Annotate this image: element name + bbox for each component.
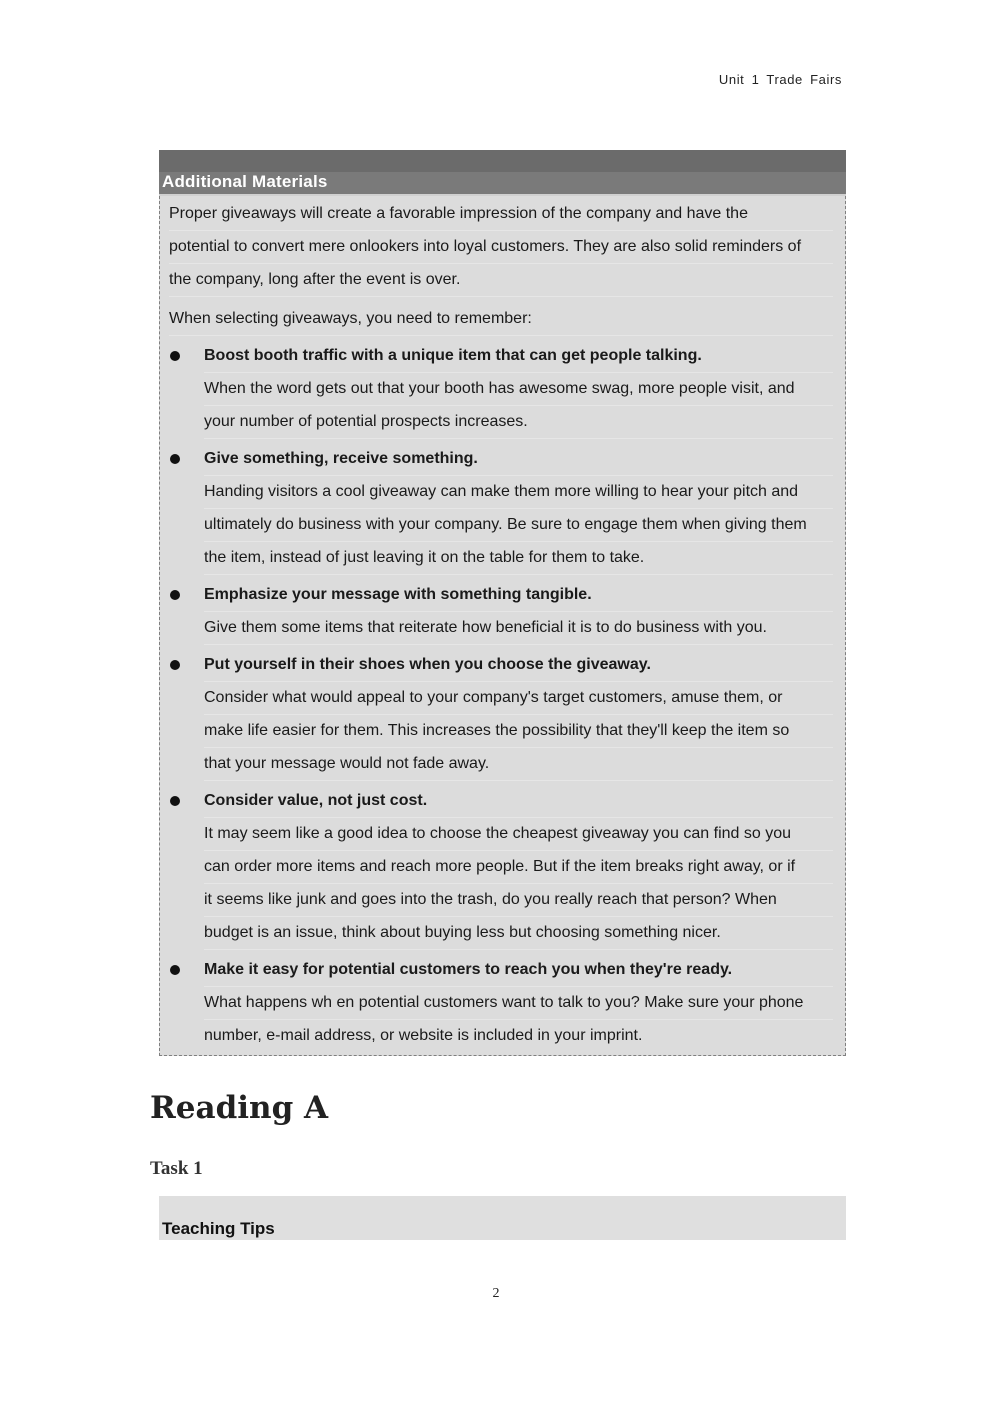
list-item-line: It may seem like a good idea to choose the cheapest giveaway you can find so you bbox=[204, 818, 833, 851]
list-item-line: your number of potential prospects increases. bbox=[204, 406, 833, 439]
additional-materials-title: Additional Materials bbox=[162, 172, 328, 191]
list-item-title: Give something, receive something. bbox=[204, 443, 833, 476]
list-item-line: can order more items and reach more people. But if the item breaks right away, or if bbox=[204, 851, 833, 884]
list-item bbox=[169, 954, 833, 1052]
additional-materials-body bbox=[159, 196, 846, 1056]
list-item-line: Handing visitors a cool giveaway can make them more willing to hear your pitch and bbox=[204, 476, 833, 509]
intro-line: potential to convert mere onlookers into loyal customers. They are also solid reminders of bbox=[169, 231, 833, 264]
list-item-title: Consider value, not just cost. bbox=[204, 785, 833, 818]
list-item bbox=[169, 443, 833, 575]
additional-materials-header bbox=[159, 150, 846, 196]
bullet-icon bbox=[170, 796, 180, 806]
list-item-line: ultimately do business with your company. Be sure to engage them when giving them bbox=[204, 509, 833, 542]
bullet-icon bbox=[170, 660, 180, 670]
bullet-icon bbox=[170, 351, 180, 361]
list-item-line: Consider what would appeal to your company's target customers, amuse them, or bbox=[204, 682, 833, 715]
list-item-line: When the word gets out that your booth has awesome swag, more people visit, and bbox=[204, 373, 833, 406]
bullet-icon bbox=[170, 590, 180, 600]
list-item-title: Make it easy for potential customers to reach you when they're ready. bbox=[204, 954, 833, 987]
intro-paragraph bbox=[169, 198, 833, 297]
list-item bbox=[169, 785, 833, 950]
intro-line: the company, long after the event is over. bbox=[169, 264, 833, 297]
list-item-title: Put yourself in their shoes when you choose the giveaway. bbox=[204, 649, 833, 682]
list-item bbox=[169, 579, 833, 645]
list-item-line: that your message would not fade away. bbox=[204, 748, 833, 781]
list-item-line: it seems like junk and goes into the trash, do you really reach that person? When bbox=[204, 884, 833, 917]
list-item-line: number, e-mail address, or website is included in your imprint. bbox=[204, 1027, 643, 1044]
bullet-icon bbox=[170, 454, 180, 464]
list-item-line: What happens wh en potential customers want to talk to you? Make sure your phone bbox=[204, 987, 833, 1020]
list-item-title: Emphasize your message with something tangible. bbox=[204, 579, 833, 612]
list-item bbox=[169, 649, 833, 781]
list-item-title: Boost booth traffic with a unique item that can get people talking. bbox=[204, 340, 833, 373]
section-title: Reading A bbox=[150, 1090, 329, 1126]
additional-materials-box bbox=[159, 150, 846, 1056]
intro-line: Proper giveaways will create a favorable impression of the company and have the bbox=[169, 198, 833, 231]
list-item bbox=[169, 340, 833, 439]
list-item-line: the item, instead of just leaving it on the table for them to take. bbox=[204, 542, 833, 575]
list-item-line: make life easier for them. This increases the possibility that they'll keep the item so bbox=[204, 715, 833, 748]
teaching-tips-box bbox=[159, 1196, 846, 1240]
lead-in-line: When selecting giveaways, you need to remember: bbox=[169, 303, 833, 336]
bullet-icon bbox=[170, 965, 180, 975]
teaching-tips-title: Teaching Tips bbox=[162, 1219, 275, 1238]
page-number: 2 bbox=[492, 1286, 500, 1301]
running-header: Unit 1 Trade Fairs bbox=[718, 72, 842, 87]
list-item-line: budget is an issue, think about buying less but choosing something nicer. bbox=[204, 917, 833, 950]
list-item-line: Give them some items that reiterate how beneficial it is to do business with you. bbox=[204, 612, 833, 645]
task-title: Task 1 bbox=[150, 1158, 203, 1179]
